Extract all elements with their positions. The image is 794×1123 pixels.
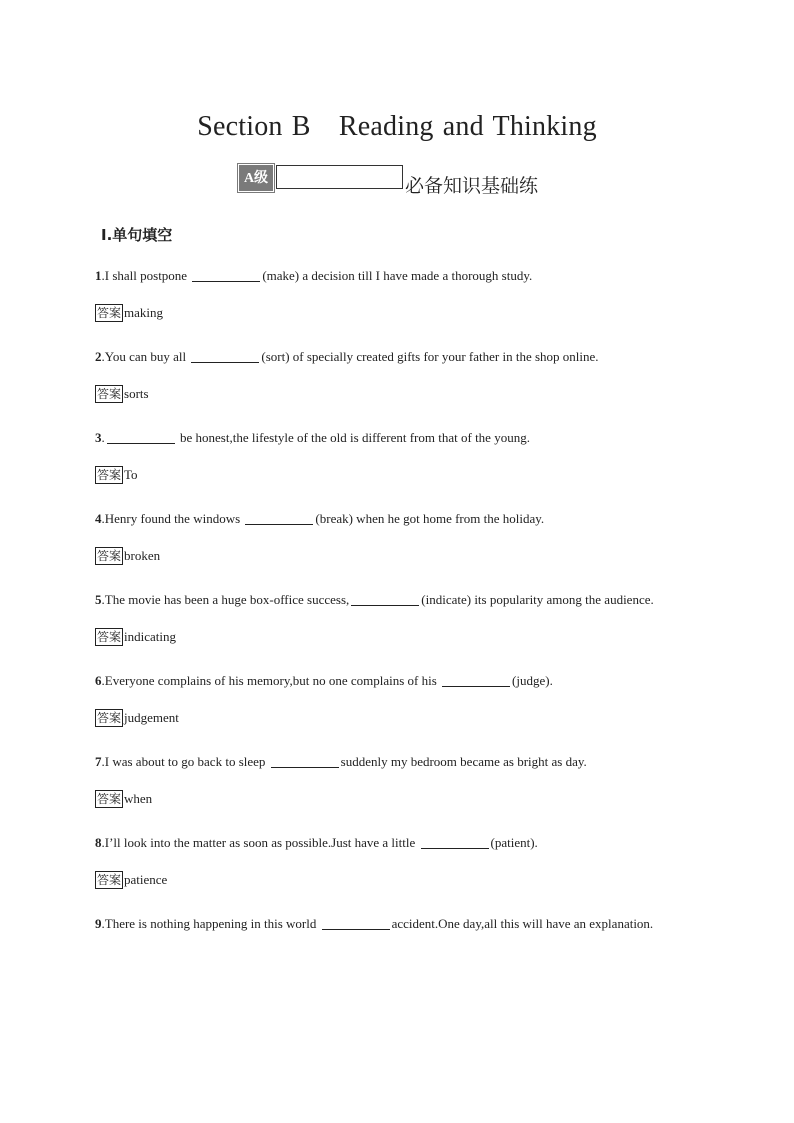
question-3: 3. be honest,the lifestyle of the old is different from that of the young. [95,430,530,445]
answer-7: 答案 when [97,791,153,806]
question-6: 6.Everyone complains of his memory,but no one complains of his (judge). [95,673,553,688]
answer-badge: 答案 [97,630,122,644]
blank [192,267,260,282]
question-7: 7.I was about to go back to sleep suddenly my bedroom became as bright as day. [95,754,587,769]
answer-badge: 答案 [97,711,122,725]
answer-8: 答案 patience [97,872,168,887]
answer-6: 答案 judgement [97,710,179,725]
level-text: 必备知识基础练 [405,175,539,197]
answer-badge: 答案 [97,306,122,320]
question-8: 8.I’ll look into the matter as soon as possible.Just have a little (patient). [95,835,538,850]
question-9: 9.There is nothing happening in this world accident.One day,all this will have an explanation. [95,916,654,931]
answer-5: 答案 indicating [97,629,177,644]
blank [421,834,489,849]
level-box [276,165,403,189]
level-header [239,165,538,195]
blank [322,915,390,930]
question-2: 2.You can buy all (sort) of specially created gifts for your father in the shop online. [95,349,599,364]
blank [351,591,419,606]
answer-1: 答案 making [97,305,164,320]
answer-2: 答案 sorts [97,386,149,401]
blank [191,348,259,363]
question-5: 5.The movie has been a huge box-office success, (indicate) its popularity among the audience. [95,592,654,607]
answer-badge: 答案 [97,549,122,563]
question-1: 1.I shall postpone (make) a decision till I have made a thorough study. [95,268,533,283]
blank [107,429,175,444]
answer-4: 答案 broken [97,548,161,563]
section-heading: Ⅰ.单句填空 [101,226,173,244]
answer-badge: 答案 [97,387,122,401]
page-title: Section B Reading and Thinking [197,111,597,142]
answer-badge: 答案 [97,468,122,482]
level-badge: A级 [239,165,273,191]
answer-badge: 答案 [97,873,122,887]
answer-badge: 答案 [97,792,122,806]
answer-3: 答案 To [97,467,138,482]
question-list [95,262,655,938]
blank [442,672,510,687]
question-4: 4.Henry found the windows (break) when he got home from the holiday. [95,511,545,526]
blank [245,510,313,525]
blank [271,753,339,768]
